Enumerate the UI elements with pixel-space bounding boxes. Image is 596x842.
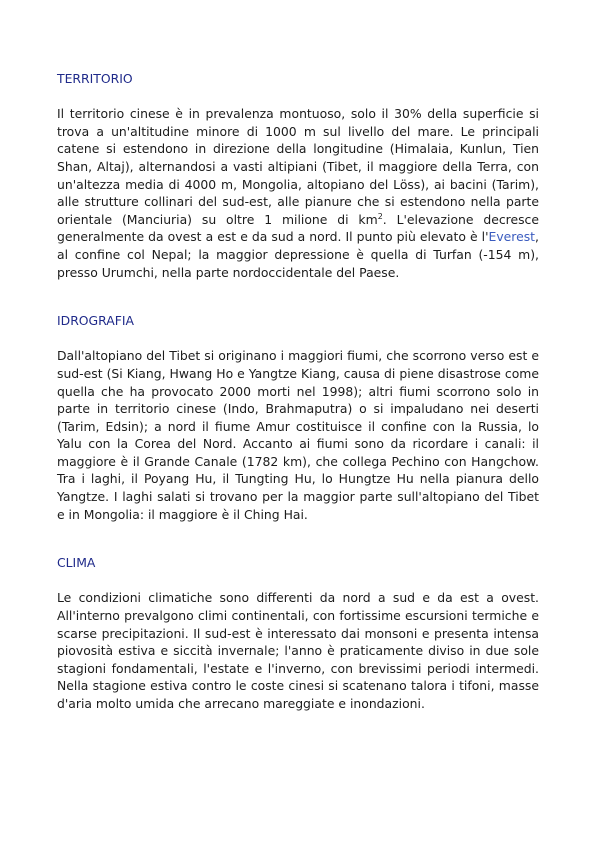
superscript-2: 2 <box>377 211 383 221</box>
section-clima <box>57 554 539 712</box>
territorio-text-part-1: Il territorio cinese è in prevalenza montuoso, solo il 30% della superficie si trova a un'altitudine minore di 1000 m sul livello del mare. Le principali catene si estendono in direzione della longitudine (Himalaia, Kunlun, Tien Shan, Altaj), alternandosi a vasti altipiani (Tibet, il maggiore della Terra, con un'altezza media di 4000 m, Mongolia, altopiano del Löss), ai bacini (Tarim), alle strutture collinari del sud-est, alle pianure che si estendono nella parte orientale (Manciuria) su oltre 1 milione di km <box>57 106 539 227</box>
section-territorio <box>57 70 539 281</box>
section-text-clima: Le condizioni climatiche sono differenti da nord a sud e da est a ovest. All'interno prevalgono climi continentali, con fortissime escursioni termiche e scarse precipitazioni. Il sud-est è interessato dai monsoni e presenta intensa piovosità estiva e siccità invernale; l'anno è praticamente diviso in due sole stagioni fondamentali, l'estate e l'inverno, con brevissimi periodi intermedi. Nella stagione estiva contro le coste cinesi si scatenano talora i tifoni, masse d'aria molto umida che arrecano mareggiate e inondazioni. <box>57 590 539 711</box>
territorio-text-part-2: . L'elevazione decresce generalmente da ovest a est e da sud a nord. Il punto più elevato è l' <box>57 211 539 245</box>
section-heading-idrografia: IDROGRAFIA <box>57 313 134 329</box>
section-heading-clima: CLIMA <box>57 555 96 571</box>
document-content <box>57 70 539 713</box>
everest-link[interactable]: Everest <box>488 229 536 245</box>
section-text-idrografia: Dall'altopiano del Tibet si originano i maggiori fiumi, che scorrono verso est e sud-est (Si Kiang, Hwang Ho e Yangtze Kiang, causa di piene disastrose come quella che ha provocato 2000 morti nel 1998); altri fiumi scorrono solo in parte in territorio cinese (Indo, Brahmaputra) o si impaludano nei deserti (Tarim, Edsin); a nord il fiume Amur costituisce il confine con la Russia, lo Yalu con la Corea del Nord. Accanto ai fiumi sono da ricordare i canali: il maggiore è il Grande Canale (1782 km), che collega Pechino con Hangchow. Tra i laghi, il Poyang Hu, il Tungting Hu, lo Hungtze Hu nella pianura dello Yangtze. I laghi salati si trovano per la maggior parte sull'altopiano del Tibet e in Mongolia: il maggiore è il Ching Hai. <box>57 348 539 522</box>
section-text-territorio <box>57 105 539 281</box>
section-heading-territorio: TERRITORIO <box>57 71 133 86</box>
territorio-text-part-3: , al confine col Nepal; la maggior depressione è quella di Turfan (-154 m), presso Urumchi, nella parte nordoccidentale del Paese. <box>57 229 539 280</box>
section-idrografia <box>57 312 539 523</box>
